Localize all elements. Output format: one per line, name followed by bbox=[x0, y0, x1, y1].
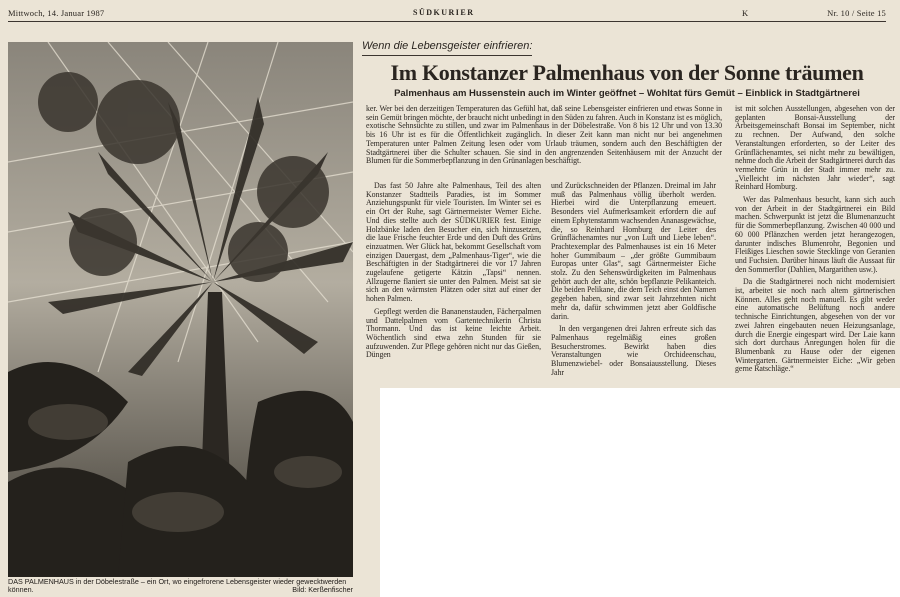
article-column-1 bbox=[366, 182, 541, 360]
page-header bbox=[8, 4, 886, 20]
issue-date: Mittwoch, 14. Januar 1987 bbox=[8, 8, 105, 18]
palm-house-photo bbox=[8, 42, 353, 577]
article-lead bbox=[366, 105, 722, 170]
edition-marker: K bbox=[742, 8, 749, 18]
article-headline: Im Konstanzer Palmenhaus von der Sonne träumen bbox=[390, 60, 864, 85]
newspaper-name: SÜDKURIER bbox=[413, 8, 475, 17]
photo-caption bbox=[8, 578, 353, 595]
article-column-2 bbox=[551, 182, 716, 381]
article-subheadline: Palmenhaus am Hussenstein auch im Winter geöffnet – Wohltat fürs Gemüt – Einblick in Stadtgärtnerei bbox=[394, 88, 860, 99]
col2-paragraph-1: und Zurückschneiden der Pflanzen. Dreimal im Jahr muß das Palmenhaus völlig überholt werden. Hierbei wird die Unterpflanzung erneuert. Besonders viel Aufmerksamkeit erfordern die auf einem Ephytenstamm wachsenden Ananasgewächse, die, so Reinhard Homburg der Leiter des Grünflächenamtes nur „von Luft und Liebe leben“. Prachtexemplar des Palmenhauses ist ein 16 Meter hoher Gummibaum – „der größte Gummibaum Europas unter Glas“, sagt Gärtnermeister Eiche stolz. Zu den Sehenswürdigkeiten im Palmenhaus gehört auch der alte, schön bepflanzte Pelikanteich. Die beiden Pelikane, die dem Teich einst den Namen gegeben haben, sind zwar seit Jahrzehnten nicht mehr da, dafür schwimmen jetzt aber Goldfische darin. bbox=[551, 181, 716, 321]
col3-paragraph-1: ist mit solchen Ausstellungen, abgesehen von der geplanten Bonsai-Ausstellung der Arbeitsgemeinschaft Bonsai im September, nicht zu rechnen. Der Aufwand, den solche Veranstaltungen erforderten, so der Leiter des Grünflächenamtes, sei nicht mehr zu bewältigen, nehme doch die Arbeit der Stadtgärtnerei durch das vermehrte Grün in der Stadt immer mehr zu. „Vielleicht im nächsten Jahr wieder“, sagt Reinhard Homburg. bbox=[735, 104, 895, 192]
col2-paragraph-2: In den vergangenen drei Jahren erfreute sich das Palmenhaus regelmäßig eines großen Besucherstromes. Bewirkt haben dies Veranstaltungen wie Orchideenschau, Blumenzwiebel- oder Bonsaiausstellung. Dieses Jahr bbox=[551, 324, 716, 377]
header-rule bbox=[8, 21, 886, 22]
article-column-3 bbox=[735, 105, 895, 378]
caption-text: DAS PALMENHAUS in der Döbelestraße – ein Ort, wo eingefrorene Lebensgeister wieder gewecktwerden können. bbox=[8, 577, 347, 595]
col1-paragraph-2: Gepflegt werden die Bananenstauden, Fächerpalmen und Dattelpalmen vom Gartentechnikerin Christa Thormann. Und das ist keine leichte Arbeit. Wöchentlich sind etwa zehn Stunden für sie aufzuwenden. Zur Pflege gehören nicht nur das Gießen, Düngen bbox=[366, 306, 541, 360]
lead-paragraph: ker. Wer bei den derzeitigen Temperaturen das Gefühl hat, daß seine Lebensgeister einfrieren und etwas Sonne in sein Gemüt bringen möchte, der braucht nicht unbedingt in den Süden zu fahren. Auch in Konstanz ist es möglich, exotische Sehnsüchte zu stillen, und zwar im Palmenhaus in der Döbelestraße. Von 8 bis 12 Uhr und von 13.30 bis 16 Uhr ist es für die Öffentlichkeit zugänglich. In dieser Zeit kann man nicht nur bei angenehmen Temperaturen unter Palmen Zeitung lesen oder vom Urlaub träumen, sondern auch den Beschäftigten der Stadtgärtnerei über die Schulter schauen. Sie sind in den angrenzenden Seitenhäusern mit der Anzucht der Blumen für die Sommerbepflanzung in den Grünanlagen beschäftigt. bbox=[366, 104, 722, 166]
photo-credit: Bild: Kerßenfischer bbox=[292, 585, 353, 595]
page-number: Nr. 10 / Seite 15 bbox=[827, 8, 886, 18]
col1-paragraph-1: Das fast 50 Jahre alte Palmenhaus, Teil des alten Konstanzer Stadtteils Paradies, ist im Sommer Anziehungspunkt für viele Touristen. Im Winter sei es ein Ort der Ruhe, sagt Gärtnermeister Werner Eiche. Und dies stellte auch der SÜDKURIER fest. Einige Holzbänke laden den Besucher ein, sich hinzusetzen, die laue Frische feuchter Erde und den Duft des Grüns einzuatmen. Wer Glück hat, bekommt Gesellschaft vom einzigen Dauergast, dem „Palmenhaus-Tiger“, wie die Beschäftigten in der Stadtgärtnerei die vor 17 Jahren zugelaufene getigerte Kätzin „Tapsi“ nennen. Allzugerne flaniert sie unter den Palmen. Meist sat sie sich an den wärmsten Plätzen oder sitzt auf einer der hohen Palmen. bbox=[366, 181, 541, 304]
col3-paragraph-3: Da die Stadtgärtnerei noch nicht modernisiert ist, arbeitet sie noch nach altem gärtnerischen Können. Alles geht noch manuell. Es gibt weder eine automatische Belüftung noch andere technische Einrichtungen, abgesehen von der vor zwei Jahren eingebauten neuen Heizungsanlage, durch die Energie eingespart wird. Der Laie kann sich dort durchaus Anregungen holen für die Blumenbank zu Hause oder der eigenen Wintergarten. Gärtnermeister Eiche: „Wir geben gerne Ratschläge.“ bbox=[735, 277, 895, 374]
kicker-underline bbox=[362, 55, 532, 56]
article-kicker: Wenn die Lebensgeister einfrieren: bbox=[362, 40, 533, 52]
col3-paragraph-2: Wer das Palmenhaus besucht, kann sich auch von der Arbeit in der Stadtgärtnerei ein Bild machen. Schwerpunkt ist jetzt die Blumenanzucht für die Sommerbepflanzung. Zwischen 40 000 und 60 000 Pflänzchen werden jetzt herangezogen, darunter indisches Blumenrohr, Begonien und Fleißiges Lieschen sowie Stecklinge von Geranien und Fuchsien. Darüber hinaus läuft die Aussaat für den Sommerflor (Dahlien, Margarithen usw.). bbox=[735, 195, 895, 274]
